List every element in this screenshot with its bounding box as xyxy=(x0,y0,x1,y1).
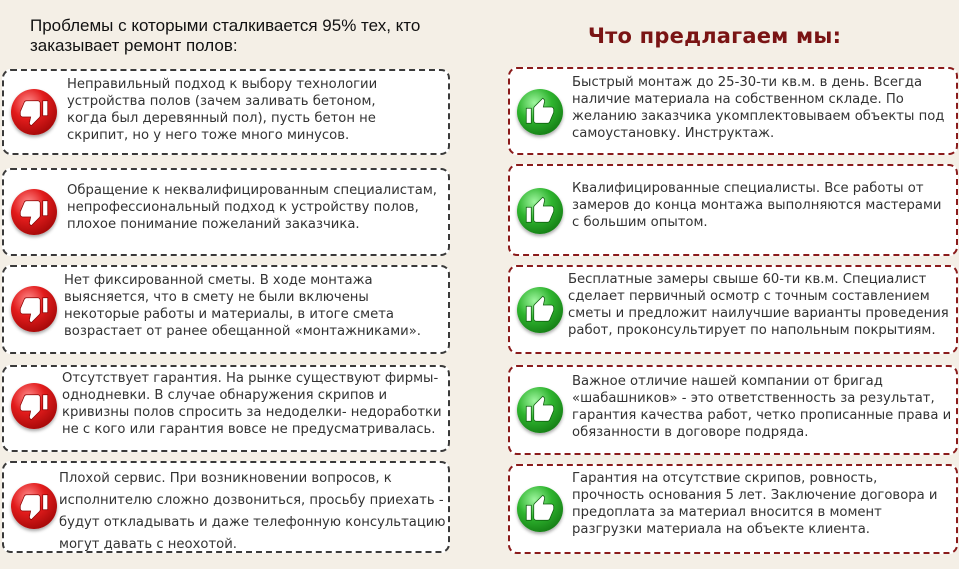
offers-title: Что предлагаем мы: xyxy=(588,24,842,48)
thumbs-up-icon xyxy=(517,486,563,532)
offer-card-5 xyxy=(508,464,958,554)
thumbs-up-icon xyxy=(517,387,563,433)
offer-text-1: Быстрый монтаж до 25-30-ти кв.м. в день. Всегда наличие материала на собственном складе. По желанию заказчика укомплектовываем объекты под самоустановку. Инструктаж. xyxy=(572,75,945,141)
offer-text-2: Квалифицированные специалисты. Все работы от замеров до конца монтажа выполняются мастерами с большим опытом. xyxy=(572,181,942,230)
offer-text-5: Гарантия на отсутствие скрипов, ровность, прочность основания 5 лет. Заключение договора и предоплата за материал вносится в момент разгрузки материала на объекте клиента. xyxy=(572,471,938,537)
thumbs-down-icon xyxy=(11,89,57,135)
thumbs-up-icon xyxy=(517,89,563,135)
problem-card-1 xyxy=(2,69,450,155)
problem-text-3: Нет фиксированной сметы. В ходе монтажа выясняется, что в смету не были включены некоторые работы и материалы, в итоге смета возрастает от ранее обещанной «монтажниками». xyxy=(64,273,422,339)
offer-card-2 xyxy=(508,164,958,256)
offer-text-3: Бесплатные замеры свыше 60-ти кв.м. Специалист сделает первичный осмотр с точным составлением сметы и предложит наилучшие варианты проведения работ, проконсультирует по напольным покрытиям. xyxy=(568,272,949,338)
problem-text-4: Отсутствует гарантия. На рынке существуют фирмы-однодневки. В случае обнаружения скрипов и кривизны полов спросить за недоделки- недоработки не с кого или гарантия вовсе не предусматривалась. xyxy=(62,371,442,437)
problem-text-5: Плохой сервис. При возникновении вопросов, к исполнителю сложно дозвониться, просьбу приехать - будут откладывать и даже телефонную консультацию могут давать с неохотой. xyxy=(59,471,446,552)
problem-card-5 xyxy=(2,461,450,553)
thumbs-down-icon xyxy=(11,383,57,429)
offer-card-1 xyxy=(508,67,958,155)
problem-text-1: Неправильный подход к выбору технологии устройства полов (зачем заливать бетоном, когда был деревянный пол), пусть бетон не скрипит, но у него тоже много минусов. xyxy=(67,77,378,143)
problem-card-4 xyxy=(2,365,450,452)
problem-card-3 xyxy=(2,265,450,354)
offer-card-3 xyxy=(508,265,958,354)
thumbs-down-icon xyxy=(11,286,57,332)
offer-card-4 xyxy=(508,365,958,455)
offer-text-4: Важное отличие нашей компании от бригад «шабашников» - это ответственность за результат, гарантия качества работ, четко прописанные права и обязанности в договоре подряда. xyxy=(572,374,952,440)
thumbs-down-icon xyxy=(11,483,57,529)
problem-card-2 xyxy=(2,168,450,256)
problem-text-2: Обращение к неквалифицированным специалистам, непрофессиональный подход к устройству полов, плохое понимание пожеланий заказчика. xyxy=(67,183,437,232)
thumbs-down-icon xyxy=(11,189,57,235)
thumbs-up-icon xyxy=(517,188,563,234)
problems-title: Проблемы с которыми сталкивается 95% тех, кто заказывает ремонт полов: xyxy=(30,16,421,55)
thumbs-up-icon xyxy=(517,287,563,333)
